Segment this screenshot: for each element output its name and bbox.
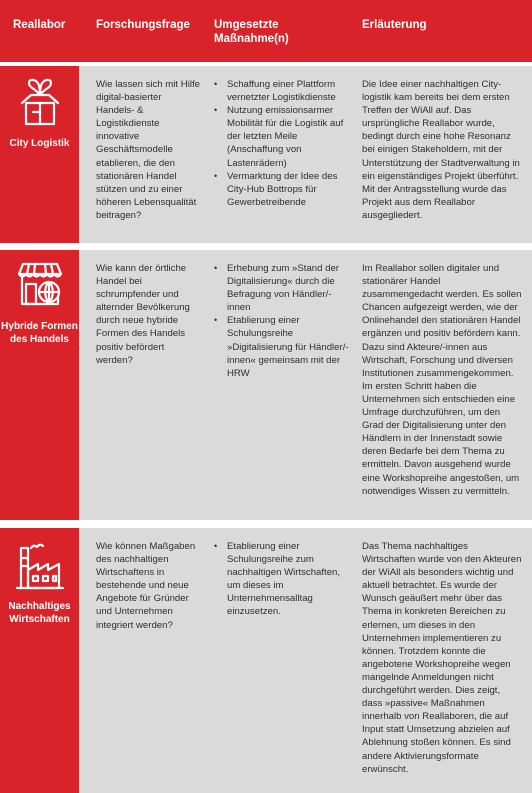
reallabor-cell [0, 66, 79, 243]
header-reallabor: Reallabor [13, 19, 66, 31]
list-item: • Erhebung zum »Stand der Digitalisierung« durch die Befragung von Händler/-innen [214, 262, 350, 314]
massnahmen-list [214, 540, 350, 619]
gift-box-icon [13, 76, 67, 130]
storefront-globe-icon [13, 258, 67, 312]
reallabor-label: City Logistik [9, 138, 70, 149]
massnahmen-list [214, 262, 350, 380]
table-row [0, 250, 532, 520]
list-item: • Etablierung einer Schulungsreihe zum nachhaltigen Wirtschaften, um dieses im Unternehmensalltag einzusetzen. [214, 540, 350, 619]
reallabor-cell [0, 250, 79, 520]
header-massnahmen: Umgesetzte Maßnahme(n) [214, 19, 289, 45]
erlaeuterung-text: Im Reallabor sollen digitaler und stationärer Handel zusammengedacht werden. Es sollen Chancen aufgezeigt werden, wie der Onlinehandel den stationären Handel ergänzen und positiv befördern kann. Dazu sind Akteure/-innen aus Wirtschaft, Forschung und diversen Institutionen zusammengekommen. Im ersten Schritt haben die Unternehmen sich entschieden eine Umfrage durchzuführen, um den Grad der Digitalisierung unter den Händlern in der Innenstadt sowie deren Bedarfe bei dem Thema zu ermitteln. Davon ausgehend wurde eine Workshopreihe angestoßen, um notwendiges Wissen zu vermitteln. [362, 263, 522, 497]
table-row [0, 528, 532, 793]
reallabor-label: Nachhaltiges Wirtschaften [8, 601, 71, 625]
list-item: • Nutzung emissionsarmer Mobilität für die Logistik auf der letzten Meile (Anschaffung von Lastenrädern) [214, 104, 350, 169]
reallabor-cell [0, 528, 79, 793]
erlaeuterung-text: Das Thema nachhaltiges Wirtschaften wurde von den Akteuren der WiAll als besonders wichtig und aktuell betrachtet. Es wurde der Wunsch geäußert mehr über das Thema in konkreten Bereichen zu erlernen, um dieses in den Unternehmen implementieren zu können. Trotzdem konnte die angebotene Workshopreihe wegen mangelnde Anmeldungen nicht durchgeführt werden. Dies zeigt, dass »passive« Maßnahmen innerhalb von Reallaboren, die auf Input statt Umsetzung abzielen auf Ablehnung stoßen können. Es sind andere Aktivierungsformate erwünscht. [362, 541, 522, 775]
list-item: • Vermarktung der Idee des City-Hub Bottrops für Gewerbetreibende [214, 170, 350, 209]
list-item: • Schaffung einer Plattform vernetzter Logistikdienste [214, 78, 350, 104]
forschungsfrage-text: Wie lassen sich mit Hilfe digital-basierter Handels- & Logistikdienste innovative Geschäftsmodelle etablieren, die den stationären Handel stützen und zu einer höheren Lebensqualität beitragen? [96, 79, 200, 221]
list-item: • Etablierung einer Schulungsreihe »Digitalisierung für Händler/-innen« gemeinsam mit der HRW [214, 314, 350, 379]
table-row [0, 66, 532, 243]
forschungsfrage-text: Wie kann der örtliche Handel bei schrumpfender und alternder Bevölkerung durch neue hybride Formen des Handels positiv befördert werden? [96, 263, 190, 366]
header-erlaeuterung: Erläuterung [362, 19, 427, 31]
reallabor-label: Hybride Formen des Handels [1, 321, 78, 345]
forschungsfrage-text: Wie können Maßgaben des nachhaltigen Wirtschaftens in bestehende und neue Angebote für Gründer und Unternehmen integriert werden? [96, 541, 196, 631]
table-header [0, 0, 532, 62]
erlaeuterung-text: Die Idee einer nachhaltigen City-logistik kam bereits bei dem ersten Treffen der WiAll auf. Das ursprüngliche Reallabor wurde, bedingt durch eine hohe Resonanz bei einigen Stakeholdern, mit der Unterstützung der Stadtverwaltung in ein eigenständiges Projekt überführt. Mit der Antragsstellung wurde das Projekt aus dem Reallabor ausgegliedert. [362, 79, 520, 221]
massnahmen-list [214, 78, 350, 209]
factory-icon [13, 540, 67, 594]
header-forschungsfrage: Forschungsfrage [96, 19, 190, 31]
